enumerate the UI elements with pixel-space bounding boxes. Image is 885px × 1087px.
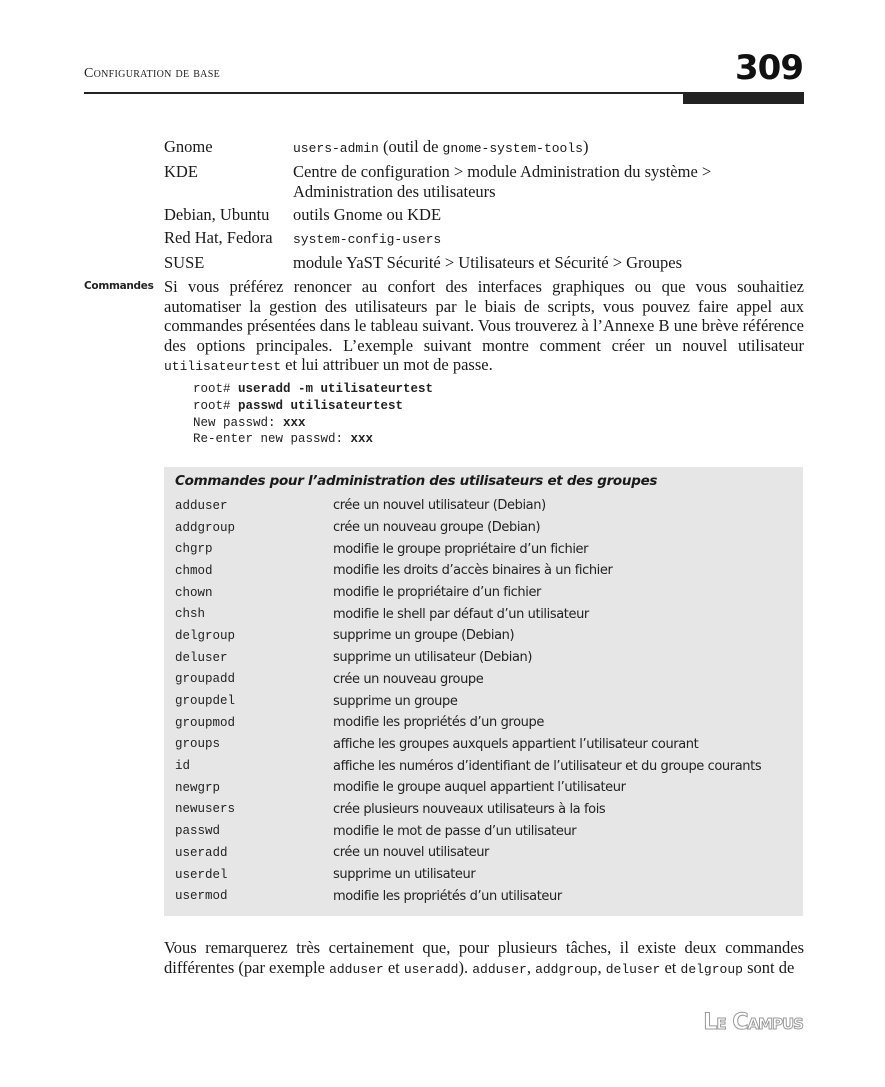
tool-description bbox=[293, 253, 804, 273]
table-row bbox=[175, 495, 795, 517]
tool-text: (outil de bbox=[378, 137, 443, 156]
tool-environment: KDE bbox=[164, 162, 198, 181]
command-table-title: Commandes pour l’administration des utilisateurs et des groupes bbox=[175, 473, 658, 489]
tool-row bbox=[164, 137, 804, 159]
table-row bbox=[175, 734, 795, 756]
table-row bbox=[175, 582, 795, 604]
command-name: chown bbox=[175, 585, 213, 600]
tool-command: users-admin bbox=[293, 141, 379, 156]
code-prompt: Re-enter new passwd: bbox=[193, 432, 351, 447]
closing-code: deluser bbox=[605, 961, 661, 977]
table-row bbox=[175, 712, 795, 734]
command-description: modifie le groupe auquel appartient l’utilisateur bbox=[333, 780, 626, 796]
command-description: crée un nouvel utilisateur bbox=[333, 845, 490, 861]
command-description: supprime un utilisateur bbox=[333, 867, 476, 883]
tool-environment: Debian, Ubuntu bbox=[164, 205, 270, 224]
code-input: useradd -m utilisateurtest bbox=[238, 382, 434, 396]
command-name: addgroup bbox=[175, 520, 236, 535]
table-row bbox=[175, 538, 795, 560]
table-row bbox=[175, 560, 795, 582]
code-line bbox=[193, 415, 433, 432]
code-line bbox=[193, 381, 433, 398]
closing-code: useradd bbox=[403, 961, 459, 977]
command-description: crée plusieurs nouveaux utilisateurs à la fois bbox=[333, 801, 606, 817]
closing-text: , bbox=[597, 957, 606, 977]
command-name: delgroup bbox=[175, 628, 236, 643]
tool-row bbox=[164, 205, 804, 225]
page-number: 309 bbox=[735, 48, 803, 88]
command-name: chsh bbox=[175, 607, 206, 622]
code-prompt: New passwd: bbox=[193, 415, 284, 430]
command-description: modifie le groupe propriétaire d’un fichier bbox=[333, 541, 589, 557]
tool-text: module YaST Sécurité > Utilisateurs et Sécurité > Groupes bbox=[293, 253, 683, 272]
table-row bbox=[175, 885, 795, 907]
command-name: deluser bbox=[175, 650, 228, 665]
table-row bbox=[175, 625, 795, 647]
tool-environment: Red Hat, Fedora bbox=[164, 228, 273, 247]
tool-description bbox=[293, 162, 804, 202]
closing-code: addgroup bbox=[535, 961, 598, 977]
table-row bbox=[175, 864, 795, 886]
publisher-logo-text: Le Campus bbox=[703, 1010, 803, 1035]
table-row bbox=[175, 690, 795, 712]
code-line bbox=[193, 431, 433, 448]
code-input: passwd utilisateurtest bbox=[238, 398, 404, 413]
command-description: supprime un utilisateur (Debian) bbox=[333, 650, 533, 666]
tool-environment: Gnome bbox=[164, 137, 213, 156]
command-description: modifie les propriétés d’un groupe bbox=[333, 715, 544, 731]
closing-text: ). bbox=[458, 957, 473, 977]
table-row bbox=[175, 603, 795, 625]
command-table-box bbox=[164, 467, 803, 916]
closing-code: adduser bbox=[329, 961, 384, 977]
publisher-logo bbox=[703, 1010, 803, 1035]
tool-row bbox=[164, 228, 804, 250]
command-name: groupadd bbox=[175, 672, 236, 687]
command-description: affiche les numéros d’identifiant de l’utilisateur et du groupe courants bbox=[333, 758, 762, 774]
header-rule-block bbox=[683, 93, 804, 104]
command-description: modifie le shell par défaut d’un utilisateur bbox=[333, 606, 589, 622]
margin-label: Commandes bbox=[84, 280, 154, 292]
closing-code: delgroup bbox=[680, 961, 743, 977]
command-name: chgrp bbox=[175, 542, 213, 557]
closing-paragraph bbox=[164, 938, 804, 979]
closing-text: et bbox=[660, 957, 681, 977]
command-description: crée un nouvel utilisateur (Debian) bbox=[333, 498, 546, 514]
tool-command: system-config-users bbox=[293, 232, 442, 247]
command-description: crée un nouveau groupe (Debian) bbox=[333, 520, 541, 536]
closing-text: et bbox=[383, 957, 404, 977]
command-name: newgrp bbox=[175, 780, 221, 795]
closing-text: Vous remarquerez très certainement que, pour plusieurs tâches, il existe deux commandes différentes (par exemple bbox=[164, 938, 804, 977]
code-line bbox=[193, 398, 433, 415]
tool-environment: SUSE bbox=[164, 253, 205, 272]
table-row bbox=[175, 777, 795, 799]
closing-code: adduser bbox=[472, 961, 527, 977]
closing-text: , bbox=[526, 957, 536, 977]
tool-text: ) bbox=[582, 137, 589, 156]
tools-table bbox=[164, 137, 804, 276]
command-description: modifie les droits d’accès binaires à un fichier bbox=[333, 563, 613, 579]
intro-code-username: utilisateurtest bbox=[164, 359, 282, 374]
command-description: affiche les groupes auxquels appartient l’utilisateur courant bbox=[333, 736, 699, 752]
intro-paragraph bbox=[164, 277, 804, 377]
command-name: chmod bbox=[175, 563, 213, 578]
tool-description bbox=[293, 137, 804, 159]
tool-text: Centre de configuration > module Administration du système > Administration des utilisateurs bbox=[293, 162, 712, 201]
tool-description bbox=[293, 228, 804, 250]
command-name: userdel bbox=[175, 867, 228, 882]
command-description: modifie le mot de passe d’un utilisateur bbox=[333, 823, 577, 839]
command-name: groupmod bbox=[175, 715, 236, 730]
command-description: modifie les propriétés d’un utilisateur bbox=[333, 888, 562, 904]
command-name: newusers bbox=[175, 802, 236, 817]
command-name: useradd bbox=[175, 845, 228, 860]
table-row bbox=[175, 669, 795, 691]
command-description: supprime un groupe (Debian) bbox=[333, 628, 515, 644]
command-description: modifie le propriétaire d’un fichier bbox=[333, 585, 542, 601]
tool-row bbox=[164, 162, 804, 202]
table-row bbox=[175, 842, 795, 864]
code-sample bbox=[193, 381, 433, 448]
command-description: crée un nouveau groupe bbox=[333, 671, 484, 687]
tool-row bbox=[164, 253, 804, 273]
tool-description bbox=[293, 205, 804, 225]
closing-text: sont de bbox=[742, 957, 795, 977]
tool-command: gnome-system-tools bbox=[442, 141, 583, 156]
command-name: groupdel bbox=[175, 694, 236, 709]
table-row bbox=[175, 647, 795, 669]
chapter-title: Configuration de base bbox=[84, 66, 220, 81]
code-input: xxx bbox=[350, 432, 374, 447]
command-name: usermod bbox=[175, 889, 228, 904]
table-row bbox=[175, 755, 795, 777]
intro-text-after: et lui attribuer un mot de passe. bbox=[281, 355, 493, 374]
command-table-list bbox=[175, 495, 795, 907]
table-row bbox=[175, 799, 795, 821]
code-input: xxx bbox=[283, 415, 306, 430]
table-row bbox=[175, 820, 795, 842]
table-row bbox=[175, 517, 795, 539]
intro-text-before: Si vous préférez renoncer au confort des interfaces graphiques ou que vous souhaitiez automatiser la gestion des utilisateurs par le biais de scripts, vous pouvez faire appel aux commandes présentées dans le tableau suivant. Vous trouverez à l’Annexe B une brève référence des options principales. L’exemple suivant montre comment créer un nouvel utilisateur bbox=[164, 277, 804, 355]
command-name: groups bbox=[175, 737, 221, 752]
tool-text: outils Gnome ou KDE bbox=[293, 205, 442, 224]
command-name: adduser bbox=[175, 498, 228, 513]
command-name: passwd bbox=[175, 824, 221, 839]
code-prompt: root# bbox=[193, 398, 239, 413]
command-name: id bbox=[175, 759, 191, 774]
command-description: supprime un groupe bbox=[333, 693, 458, 709]
code-prompt: root# bbox=[193, 382, 239, 396]
